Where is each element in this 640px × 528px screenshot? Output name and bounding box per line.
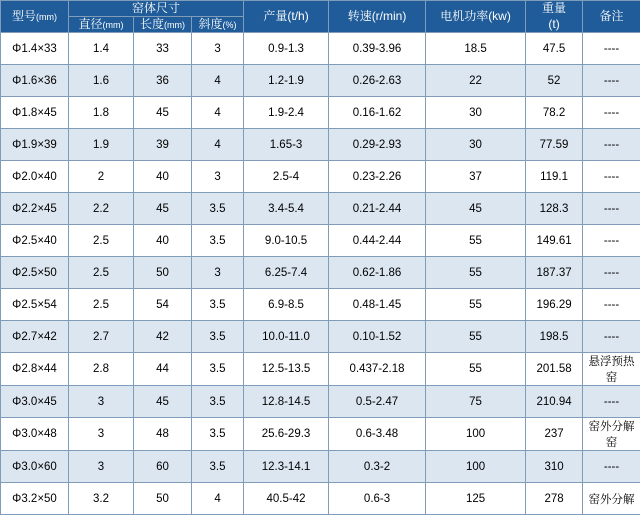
cell-slope: 3 — [192, 33, 244, 65]
cell-length: 40 — [134, 225, 192, 257]
cell-weight: 128.3 — [526, 193, 583, 225]
cell-power: 30 — [426, 97, 526, 129]
cell-weight: 149.61 — [526, 225, 583, 257]
cell-model: Φ1.9×39 — [1, 129, 69, 161]
cell-power: 100 — [426, 451, 526, 483]
cell-diameter: 3 — [69, 451, 134, 483]
cell-output: 6.9-8.5 — [244, 289, 329, 321]
cell-length: 50 — [134, 483, 192, 515]
cell-diameter: 1.9 — [69, 129, 134, 161]
cell-remark: ---- — [583, 289, 640, 321]
cell-slope: 4 — [192, 483, 244, 515]
header-slope-label: 斜度 — [198, 17, 223, 32]
cell-remark: 悬浮预热窑 — [583, 353, 640, 386]
table-row — [1, 321, 640, 353]
cell-slope: 3 — [192, 257, 244, 289]
cell-remark: 窑外分解窑 — [583, 418, 640, 451]
cell-weight: 119.1 — [526, 161, 583, 193]
cell-model: Φ2.7×42 — [1, 321, 69, 353]
table-row — [1, 289, 640, 321]
cell-power: 75 — [426, 386, 526, 418]
cell-length: 50 — [134, 257, 192, 289]
cell-model: Φ3.0×48 — [1, 418, 69, 451]
cell-slope: 3.5 — [192, 386, 244, 418]
cell-weight: 196.29 — [526, 289, 583, 321]
cell-remark: ---- — [583, 321, 640, 353]
table-row — [1, 97, 640, 129]
cell-diameter: 3.2 — [69, 483, 134, 515]
cell-remark: ---- — [583, 97, 640, 129]
cell-weight: 187.37 — [526, 257, 583, 289]
cell-diameter: 2.5 — [69, 289, 134, 321]
cell-model: Φ2.0×40 — [1, 161, 69, 193]
cell-length: 39 — [134, 129, 192, 161]
cell-speed: 0.48-1.45 — [329, 289, 426, 321]
cell-model: Φ2.8×44 — [1, 353, 69, 386]
cell-slope: 3.5 — [192, 418, 244, 451]
header-length-label: 长度 — [139, 17, 164, 32]
table-row — [1, 33, 640, 65]
cell-slope: 4 — [192, 129, 244, 161]
cell-output: 12.3-14.1 — [244, 451, 329, 483]
cell-slope: 4 — [192, 97, 244, 129]
cell-length: 42 — [134, 321, 192, 353]
header-slope — [192, 17, 244, 33]
cell-speed: 0.44-2.44 — [329, 225, 426, 257]
header-diameter-label: 直径 — [78, 17, 103, 32]
cell-diameter: 1.4 — [69, 33, 134, 65]
header-model-label: 型号 — [11, 9, 36, 24]
cell-diameter: 2.5 — [69, 257, 134, 289]
header-speed: 转速(r/min) — [329, 1, 426, 33]
cell-diameter: 2.2 — [69, 193, 134, 225]
cell-diameter: 3 — [69, 386, 134, 418]
cell-model: Φ3.2×50 — [1, 483, 69, 515]
cell-output: 1.2-1.9 — [244, 65, 329, 97]
cell-model: Φ1.4×33 — [1, 33, 69, 65]
cell-power: 100 — [426, 418, 526, 451]
cell-speed: 0.10-1.52 — [329, 321, 426, 353]
cell-model: Φ2.5×40 — [1, 225, 69, 257]
header-remark: 备注 — [583, 1, 640, 33]
table-row — [1, 225, 640, 257]
table-row — [1, 353, 640, 386]
cell-diameter: 1.6 — [69, 65, 134, 97]
header-kiln-dimensions-group: 窑体尺寸 — [69, 1, 244, 17]
header-length — [134, 17, 192, 33]
cell-power: 45 — [426, 193, 526, 225]
cell-diameter: 2.5 — [69, 225, 134, 257]
cell-length: 33 — [134, 33, 192, 65]
cell-power: 55 — [426, 225, 526, 257]
cell-power: 125 — [426, 483, 526, 515]
cell-power: 30 — [426, 129, 526, 161]
cell-speed: 0.3-2 — [329, 451, 426, 483]
cell-model: Φ1.8×45 — [1, 97, 69, 129]
table-row — [1, 451, 640, 483]
header-weight — [526, 1, 583, 33]
cell-output: 10.0-11.0 — [244, 321, 329, 353]
cell-output: 40.5-42 — [244, 483, 329, 515]
cell-slope: 3.5 — [192, 193, 244, 225]
cell-power: 55 — [426, 321, 526, 353]
cell-length: 45 — [134, 386, 192, 418]
cell-power: 55 — [426, 257, 526, 289]
cell-power: 37 — [426, 161, 526, 193]
cell-model: Φ2.2×45 — [1, 193, 69, 225]
table-header — [1, 1, 640, 33]
cell-remark: ---- — [583, 33, 640, 65]
header-motor-power: 电机功率(kw) — [426, 1, 526, 33]
header-row-top — [1, 1, 640, 17]
cell-weight: 47.5 — [526, 33, 583, 65]
cell-length: 45 — [134, 193, 192, 225]
cell-length: 45 — [134, 97, 192, 129]
cell-speed: 0.62-1.86 — [329, 257, 426, 289]
table-row — [1, 65, 640, 97]
cell-model: Φ3.0×45 — [1, 386, 69, 418]
cell-output: 12.8-14.5 — [244, 386, 329, 418]
cell-length: 44 — [134, 353, 192, 386]
cell-output: 1.9-2.4 — [244, 97, 329, 129]
cell-weight: 198.5 — [526, 321, 583, 353]
cell-output: 6.25-7.4 — [244, 257, 329, 289]
cell-speed: 0.16-1.62 — [329, 97, 426, 129]
header-diameter-unit: (mm) — [102, 20, 124, 31]
cell-length: 36 — [134, 65, 192, 97]
table-row — [1, 129, 640, 161]
cell-weight: 278 — [526, 483, 583, 515]
cell-length: 54 — [134, 289, 192, 321]
cell-weight: 77.59 — [526, 129, 583, 161]
cell-weight: 52 — [526, 65, 583, 97]
header-length-unit: (mm) — [164, 20, 185, 31]
table-body — [1, 33, 640, 515]
table-row — [1, 161, 640, 193]
cell-length: 48 — [134, 418, 192, 451]
cell-power: 22 — [426, 65, 526, 97]
cell-speed: 0.21-2.44 — [329, 193, 426, 225]
cell-remark: ---- — [583, 386, 640, 418]
table-row — [1, 483, 640, 515]
cell-diameter: 3 — [69, 418, 134, 451]
header-model — [1, 1, 69, 33]
cell-model: Φ3.0×60 — [1, 451, 69, 483]
cell-output: 2.5-4 — [244, 161, 329, 193]
cell-output: 25.6-29.3 — [244, 418, 329, 451]
header-output: 产量(t/h) — [244, 1, 329, 33]
cell-diameter: 2.8 — [69, 353, 134, 386]
cell-weight: 310 — [526, 451, 583, 483]
cell-length: 40 — [134, 161, 192, 193]
cell-weight: 201.58 — [526, 353, 583, 386]
header-weight-label: 重量 — [542, 1, 567, 15]
cell-speed: 0.437-2.18 — [329, 353, 426, 386]
cell-length: 60 — [134, 451, 192, 483]
table-row — [1, 257, 640, 289]
cell-output: 9.0-10.5 — [244, 225, 329, 257]
cell-speed: 0.39-3.96 — [329, 33, 426, 65]
cell-speed: 0.6-3 — [329, 483, 426, 515]
cell-output: 0.9-1.3 — [244, 33, 329, 65]
cell-slope: 3.5 — [192, 225, 244, 257]
cell-slope: 3.5 — [192, 289, 244, 321]
cell-speed: 0.5-2.47 — [329, 386, 426, 418]
cell-remark: ---- — [583, 161, 640, 193]
header-slope-unit: (%) — [222, 20, 237, 31]
cell-model: Φ1.6×36 — [1, 65, 69, 97]
cell-diameter: 1.8 — [69, 97, 134, 129]
cell-slope: 3.5 — [192, 321, 244, 353]
cell-remark: ---- — [583, 65, 640, 97]
cell-slope: 3.5 — [192, 451, 244, 483]
cell-output: 1.65-3 — [244, 129, 329, 161]
cell-slope: 3 — [192, 161, 244, 193]
cell-weight: 237 — [526, 418, 583, 451]
cell-model: Φ2.5×50 — [1, 257, 69, 289]
cell-remark: ---- — [583, 193, 640, 225]
cell-weight: 78.2 — [526, 97, 583, 129]
cell-output: 12.5-13.5 — [244, 353, 329, 386]
cell-speed: 0.6-3.48 — [329, 418, 426, 451]
cell-speed: 0.26-2.63 — [329, 65, 426, 97]
cell-power: 55 — [426, 289, 526, 321]
cell-remark: ---- — [583, 451, 640, 483]
cell-model: Φ2.5×54 — [1, 289, 69, 321]
cell-diameter: 2.7 — [69, 321, 134, 353]
cell-remark: ---- — [583, 129, 640, 161]
cell-weight: 210.94 — [526, 386, 583, 418]
cell-power: 55 — [426, 353, 526, 386]
cell-slope: 3.5 — [192, 353, 244, 386]
cell-speed: 0.29-2.93 — [329, 129, 426, 161]
table-row — [1, 418, 640, 451]
cell-output: 3.4-5.4 — [244, 193, 329, 225]
table-row — [1, 386, 640, 418]
cell-remark: 窑外分解 — [583, 483, 640, 515]
header-diameter — [69, 17, 134, 33]
cell-remark: ---- — [583, 225, 640, 257]
header-weight-unit: (t) — [548, 16, 560, 31]
table-row — [1, 193, 640, 225]
cell-power: 18.5 — [426, 33, 526, 65]
header-model-unit: (mm) — [36, 12, 57, 23]
cell-remark: ---- — [583, 257, 640, 289]
cell-speed: 0.23-2.26 — [329, 161, 426, 193]
cell-slope: 4 — [192, 65, 244, 97]
cell-diameter: 2 — [69, 161, 134, 193]
